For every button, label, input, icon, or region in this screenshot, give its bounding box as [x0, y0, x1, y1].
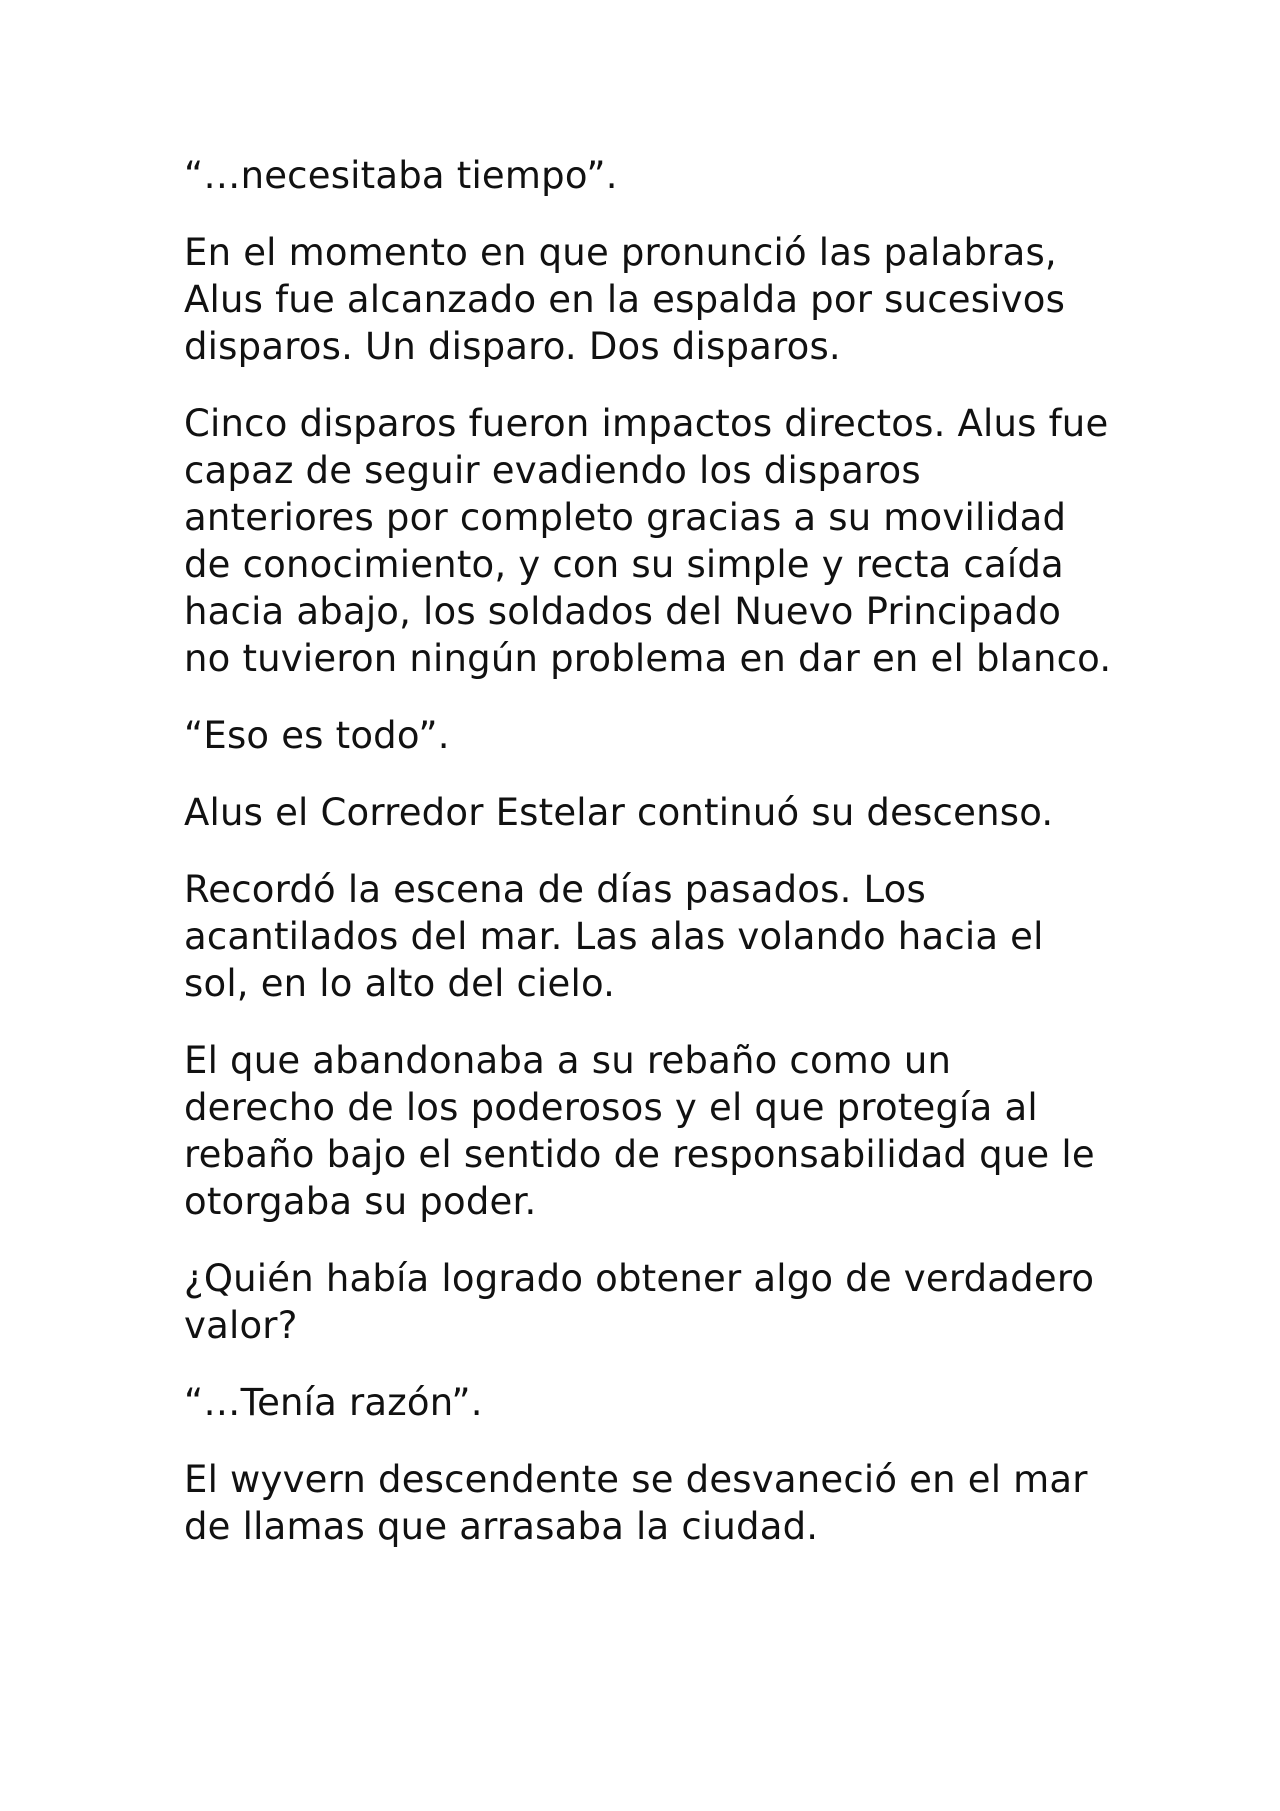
- paragraph: ¿Quién había logrado obtener algo de verdadero valor?: [184, 1257, 1095, 1347]
- paragraph: Cinco disparos fueron impactos directos. Alus fue capaz de seguir evadiendo los disparos anteriores por completo gracias a su movilidad de conocimiento, y con su simple y recta caída hacia abajo, los soldados del Nuevo Principado no tuvieron ningún problema en dar en el blanco.: [184, 402, 1112, 680]
- paragraph: En el momento en que pronunció las palabras, Alus fue alcanzado en la espalda por sucesivos disparos. Un disparo. Dos disparos.: [184, 231, 1066, 368]
- body-text: [184, 152, 1114, 1580]
- paragraph: El que abandonaba a su rebaño como un derecho de los poderosos y el que protegía al rebaño bajo el sentido de responsabilidad que le otorgaba su poder.: [184, 1039, 1095, 1223]
- paragraph: “…necesitaba tiempo”.: [184, 154, 618, 197]
- paragraph: El wyvern descendente se desvaneció en el mar de llamas que arrasaba la ciudad.: [184, 1458, 1088, 1548]
- paragraph: “…Tenía razón”.: [184, 1381, 483, 1424]
- paragraph: “Eso es todo”.: [184, 714, 450, 757]
- paragraph: Recordó la escena de días pasados. Los acantilados del mar. Las alas volando hacia el sol, en lo alto del cielo.: [184, 868, 1044, 1005]
- paragraph: Alus el Corredor Estelar continuó su descenso.: [184, 791, 1054, 834]
